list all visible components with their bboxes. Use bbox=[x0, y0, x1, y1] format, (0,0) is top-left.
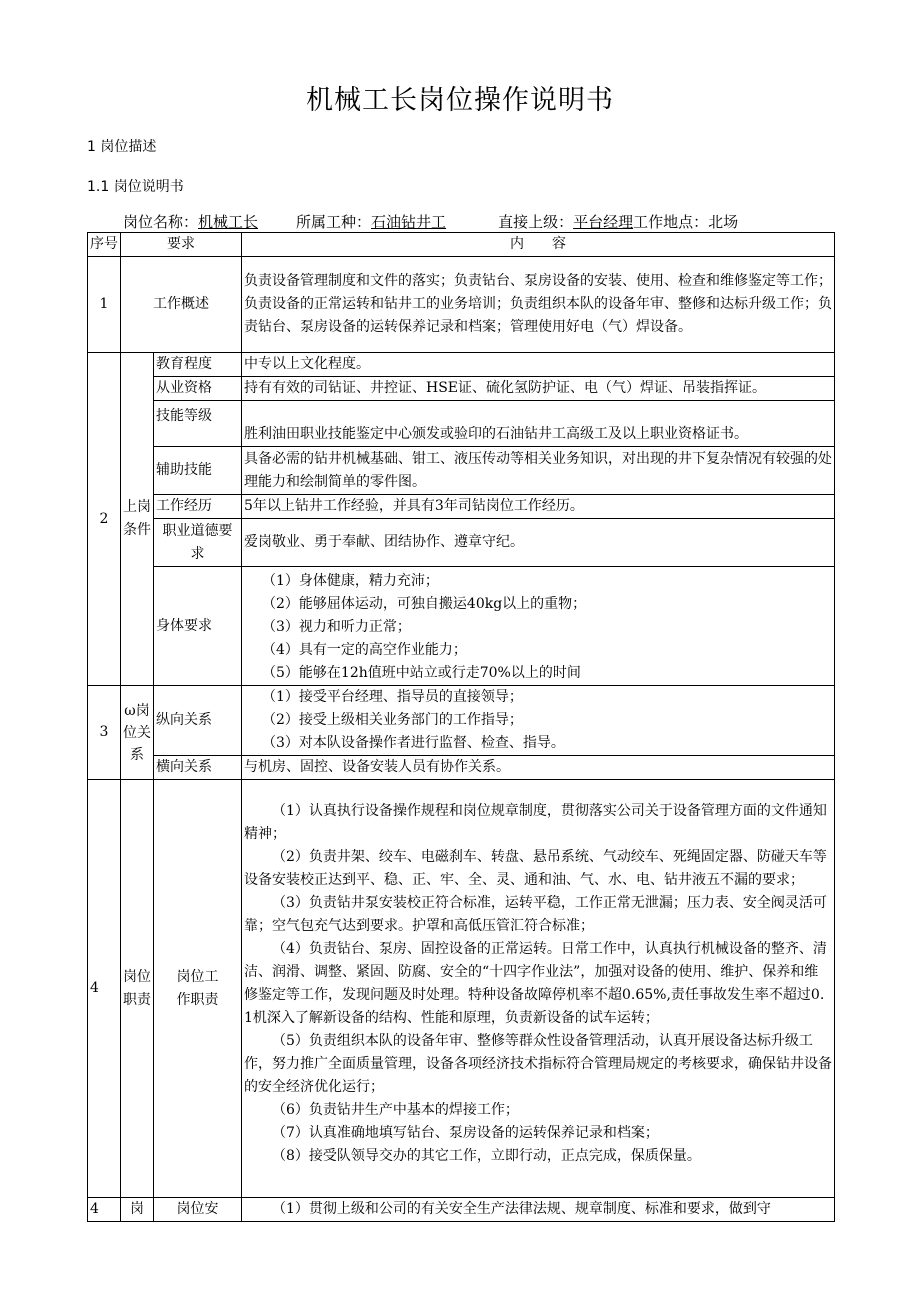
table-row bbox=[88, 495, 835, 519]
header-no: 序号 bbox=[88, 233, 121, 257]
trade-value: 石油钻井工 bbox=[371, 213, 447, 231]
row-content: 具备必需的钻井机械基础、钳工、液压传动等相关业务知识，对出现的井下复杂情况有较强的处理能力和绘制简单的零件图。 bbox=[242, 447, 835, 495]
row-label-line: 位关 bbox=[123, 724, 151, 741]
header-content: 内 容 bbox=[242, 233, 835, 257]
row-content: 中专以上文化程度。 bbox=[242, 353, 835, 377]
job-name-value: 机械工长 bbox=[198, 213, 259, 231]
trade-label: 所属工种： bbox=[296, 213, 372, 231]
row-number: 4 bbox=[88, 1198, 121, 1222]
list-item: （3）视力和听力正常； bbox=[262, 619, 411, 635]
row-content bbox=[242, 686, 835, 756]
list-item: （6）负责钻井生产中基本的焊接工作； bbox=[272, 1102, 519, 1118]
sub-label: 岗位安 bbox=[154, 1198, 242, 1222]
list-item: （2）负责井架、绞车、电磁刹车、转盘、悬吊系统、气动绞车、死绳固定器、防碰天车等设备安装校正达到平、稳、正、牢、全、灵、通和油、气、水、电、钻井液五不漏的要求； bbox=[244, 849, 827, 888]
row-label: 岗位职责 bbox=[121, 780, 154, 1198]
row-content: 5年以上钻井工作经验，并具有3年司钻岗位工作经历。 bbox=[242, 495, 835, 519]
row-content: 爱岗敬业、勇于奉献、团结协作、遵章守纪。 bbox=[242, 519, 835, 567]
job-info-line bbox=[123, 211, 738, 232]
sub-label: 身体要求 bbox=[154, 567, 242, 686]
list-item: （5）能够在12h值班中站立或行走70%以上的时间 bbox=[262, 665, 581, 681]
table-row bbox=[88, 1198, 835, 1222]
sub-label: 职业道德要求 bbox=[154, 519, 242, 567]
sub-label: 从业资格 bbox=[154, 377, 242, 401]
table-row bbox=[88, 353, 835, 377]
job-name-label: 岗位名称： bbox=[123, 213, 199, 231]
row-number: 4 bbox=[88, 780, 121, 1198]
list-item: （4）负责钻台、泵房、固控设备的正常运转。日常工作中，认真执行机械设备的整齐、清洁、润滑、调整、紧固、防腐、安全的“十四字作业法”，加强对设备的使用、维护、保养和维修鉴定等工作，发现问题及时处理。特种设备故障停机率不超0.65%,责任事故发生率不超过0.1机深入了解新设备的结构、性能和原理，负责新设备的试车运转； bbox=[244, 941, 827, 1026]
superior-label: 直接上级： bbox=[498, 213, 574, 231]
list-item: （3）对本队设备操作者进行监督、检查、指导。 bbox=[262, 735, 565, 751]
list-item: （4）具有一定的高空作业能力； bbox=[262, 642, 467, 658]
table-row bbox=[88, 567, 835, 686]
list-item: （8）接受队领导交办的其它工作，立即行动，正点完成，保质保量。 bbox=[272, 1148, 701, 1164]
list-item: （1）接受平台经理、指导员的直接领导； bbox=[262, 689, 523, 705]
row-content: 负责设备管理制度和文件的落实；负责钻台、泵房设备的安装、使用、检查和维修鉴定等工作；负责设备的正常运转和钻井工的业务培训；负责组织本队的设备年审、整修和达标升级工作；负责钻台、泵房设备的运转保养记录和档案；管理使用好电（气）焊设备。 bbox=[242, 257, 835, 353]
table-row bbox=[88, 519, 835, 567]
list-item: （1）认真执行设备操作规程和岗位规章制度，贯彻落实公司关于设备管理方面的文件通知精神； bbox=[244, 803, 827, 842]
list-item: （1）身体健康，精力充沛； bbox=[262, 573, 439, 589]
table-row bbox=[88, 756, 835, 780]
header-requirement: 要求 bbox=[121, 233, 242, 257]
superior-value: 平台经理 bbox=[573, 213, 634, 231]
row-content: （1）贯彻上级和公司的有关安全生产法律法规、规章制度、标准和要求，做到守 bbox=[242, 1198, 835, 1222]
table-row bbox=[88, 686, 835, 756]
sub-label: 辅助技能 bbox=[154, 447, 242, 495]
table-row bbox=[88, 447, 835, 495]
sub-label: 工作经历 bbox=[154, 495, 242, 519]
row-content bbox=[242, 780, 835, 1198]
table-header-row bbox=[88, 233, 835, 257]
table-row bbox=[88, 377, 835, 401]
row-label: 上岗条件 bbox=[121, 353, 154, 686]
list-item: （5）负责组织本队的设备年审、整修等群众性设备管理活动，认真开展设备达标升级工作，努力推广全面质量管理，设备各项经济技术指标符合管理局规定的考核要求，确保钻井设备的安全经济优化运行； bbox=[244, 1033, 832, 1095]
location-label: 工作地点： bbox=[633, 213, 709, 231]
row-label-line: ω岗 bbox=[124, 702, 150, 719]
list-item: （7）认真准确地填写钻台、泵房设备的运转保养记录和档案； bbox=[272, 1125, 659, 1141]
table-row bbox=[88, 401, 835, 447]
row-label bbox=[121, 686, 154, 780]
list-item: （3）负责钻井泵安装校正符合标准，运转平稳，工作正常无泄漏；压力表、安全阀灵活可靠；空气包充气达到要求。护罩和高低压管汇符合标准； bbox=[244, 895, 827, 934]
row-number: 1 bbox=[88, 257, 121, 353]
row-content: 与机房、固控、设备安装人员有协作关系。 bbox=[242, 756, 835, 780]
row-content: 持有有效的司钻证、井控证、HSE证、硫化氢防护证、电（气）焊证、吊装指挥证。 bbox=[242, 377, 835, 401]
sub-label: 横向关系 bbox=[154, 756, 242, 780]
row-number: 3 bbox=[88, 686, 121, 780]
sub-label: 教育程度 bbox=[154, 353, 242, 377]
job-description-table bbox=[87, 232, 835, 1222]
sub-label: 岗位工作职责 bbox=[154, 780, 242, 1198]
row-label-line: 系 bbox=[130, 746, 144, 763]
row-content: 胜利油田职业技能鉴定中心颁发或验印的石油钻井工高级工及以上职业资格证书。 bbox=[242, 401, 835, 447]
row-label: 岗 bbox=[121, 1198, 154, 1222]
table-row bbox=[88, 257, 835, 353]
row-label: 工作概述 bbox=[121, 257, 242, 353]
section-heading-1: 1 岗位描述 bbox=[87, 139, 157, 155]
row-content bbox=[242, 567, 835, 686]
location-value: 北场 bbox=[708, 213, 739, 231]
row-number: 2 bbox=[88, 353, 121, 686]
section-heading-1-1: 1.1 岗位说明书 bbox=[87, 179, 184, 195]
list-item: （2）能够屈体运动，可独自搬运40kg以上的重物； bbox=[262, 596, 587, 612]
list-item: （2）接受上级相关业务部门的工作指导； bbox=[262, 712, 523, 728]
table-row bbox=[88, 780, 835, 1198]
sub-label: 技能等级 bbox=[154, 401, 242, 447]
sub-label: 纵向关系 bbox=[154, 686, 242, 756]
page-title: 机械工长岗位操作说明书 bbox=[306, 85, 614, 116]
